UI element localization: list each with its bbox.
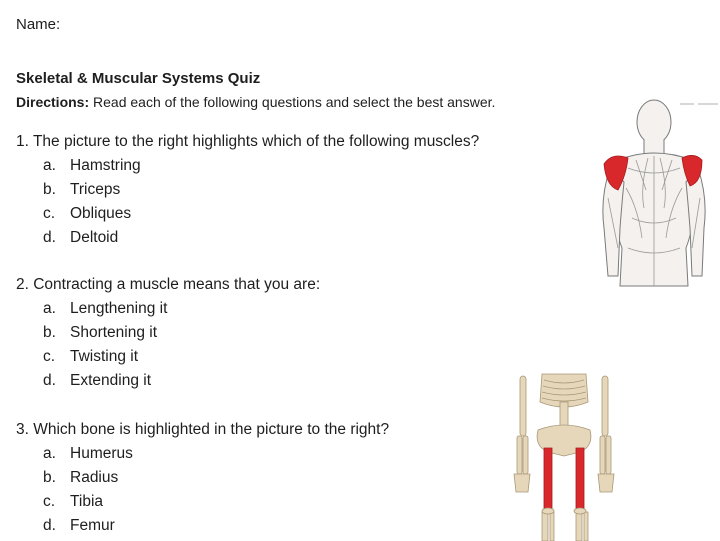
- answer-options: [16, 297, 320, 393]
- option-letter: b.: [43, 324, 56, 341]
- left-hand: [514, 474, 530, 492]
- directions-label: Directions:: [16, 94, 90, 110]
- name-label: Name:: [16, 16, 61, 33]
- option-text: Humerus: [70, 445, 133, 462]
- option-text: Twisting it: [70, 348, 139, 365]
- answer-option[interactable]: [16, 442, 389, 466]
- right-fibula: [584, 512, 588, 541]
- back-muscles-illustration: [598, 98, 720, 290]
- answer-option[interactable]: [16, 490, 389, 514]
- option-text: Deltoid: [70, 229, 119, 246]
- option-text: Lengthening it: [70, 300, 168, 317]
- option-letter: c.: [43, 205, 56, 222]
- answer-option[interactable]: [16, 514, 389, 538]
- answer-options: [16, 154, 479, 250]
- option-letter: d.: [43, 372, 56, 389]
- right-knee: [574, 508, 586, 514]
- question-stem: 1. The picture to the right highlights which of the following muscles?: [16, 133, 480, 150]
- right-humerus: [602, 376, 608, 436]
- quiz-title: Skeletal & Muscular Systems Quiz: [16, 70, 261, 87]
- option-letter: c.: [43, 493, 56, 510]
- option-text: Radius: [70, 469, 119, 486]
- option-letter: b.: [43, 181, 56, 198]
- left-tibia: [542, 512, 548, 541]
- directions-text: Read each of the following questions and select the best answer.: [89, 94, 496, 110]
- left-humerus: [520, 376, 526, 436]
- left-ulna: [523, 436, 528, 474]
- answer-options: [16, 442, 389, 538]
- answer-option[interactable]: [16, 154, 479, 178]
- question-stem: 2. Contracting a muscle means that you are:: [16, 276, 321, 293]
- option-letter: a.: [43, 300, 56, 317]
- answer-option[interactable]: [16, 202, 479, 226]
- right-tibia: [576, 512, 582, 541]
- question-3: [16, 418, 389, 538]
- left-femur-highlight: [544, 448, 552, 510]
- directions: [16, 94, 495, 110]
- option-text: Femur: [70, 517, 115, 534]
- answer-option[interactable]: [16, 321, 320, 345]
- question-2: [16, 273, 320, 393]
- option-text: Hamstring: [70, 157, 141, 174]
- left-fibula: [550, 512, 554, 541]
- right-ulna: [606, 436, 611, 474]
- option-letter: a.: [43, 445, 56, 462]
- option-letter: a.: [43, 157, 56, 174]
- option-text: Triceps: [70, 181, 121, 198]
- answer-option[interactable]: [16, 369, 320, 393]
- answer-option[interactable]: [16, 345, 320, 369]
- answer-option[interactable]: [16, 178, 479, 202]
- option-letter: d.: [43, 517, 56, 534]
- option-letter: c.: [43, 348, 56, 365]
- option-text: Tibia: [70, 493, 104, 510]
- right-hand: [598, 474, 614, 492]
- answer-option[interactable]: [16, 297, 320, 321]
- skeleton-illustration: [508, 372, 620, 541]
- left-radius: [517, 436, 522, 474]
- right-femur-highlight: [576, 448, 584, 510]
- option-text: Shortening it: [70, 324, 158, 341]
- left-knee: [542, 508, 554, 514]
- answer-option[interactable]: [16, 466, 389, 490]
- option-text: Extending it: [70, 372, 151, 389]
- head-outline: [637, 100, 671, 144]
- question-1: [16, 130, 479, 250]
- answer-option[interactable]: [16, 226, 479, 250]
- option-text: Obliques: [70, 205, 132, 222]
- question-stem: 3. Which bone is highlighted in the picture to the right?: [16, 421, 390, 438]
- option-letter: d.: [43, 229, 56, 246]
- right-radius: [600, 436, 605, 474]
- option-letter: b.: [43, 469, 56, 486]
